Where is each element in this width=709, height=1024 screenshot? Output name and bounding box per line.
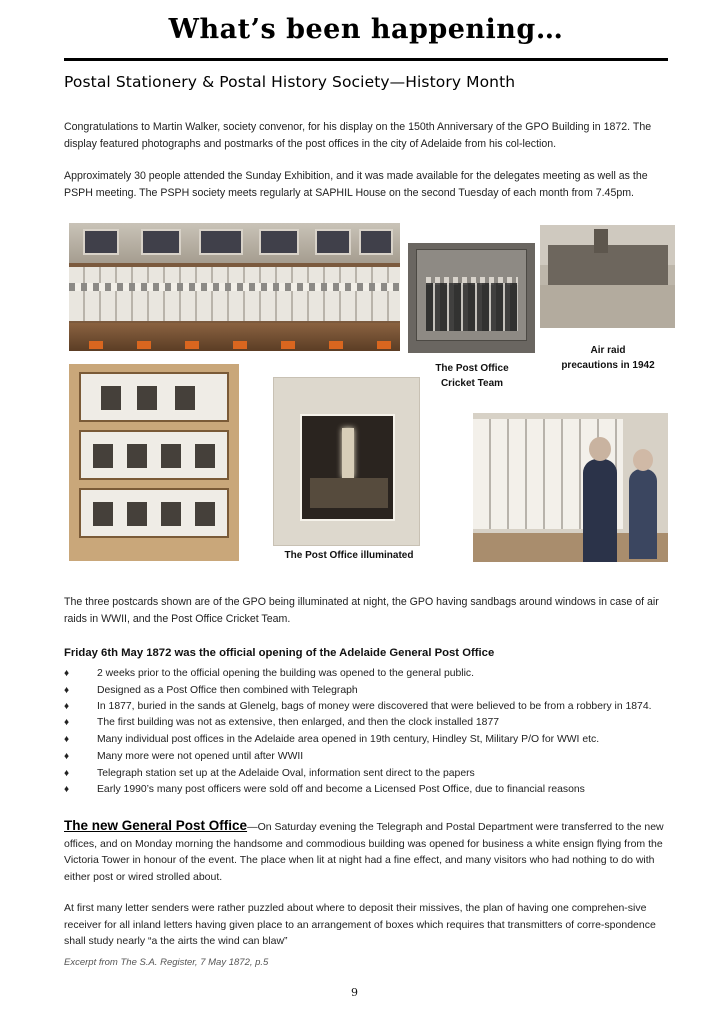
list-item: ♦ Many more were not opened until after WWII [64,749,664,766]
air-raid-caption-line-1: Air raid [590,345,626,356]
diamond-bullet-icon: ♦ [64,784,70,796]
facts-list [64,666,664,799]
list-item: ♦ Early 1990’s many post officers were sold off and become a Licensed Post Office, due to financial reasons [64,782,664,799]
cricket-team-caption [412,361,532,391]
cricket-caption-line-1: The Post Office [435,363,509,374]
diamond-bullet-icon: ♦ [64,684,70,696]
post-office-illuminated-photo [273,377,420,546]
display-boards-photo [69,364,239,561]
masthead [64,14,668,45]
list-item: ♦ Many individual post offices in the Adelaide area opened in 19th century, Hindley St, Military P/O for WWI etc. [64,732,664,749]
air-raid-photo [540,225,675,328]
gpo-article [64,818,664,950]
diamond-bullet-icon: ♦ [64,701,70,713]
section-title: Postal Stationery & Postal History Society—History Month [64,73,516,91]
list-item: ♦ In 1877, buried in the sands at Glenelg, bags of money were discovered that were believed to be from a robbery in 1874. [64,699,664,715]
visitors-viewing-photo [473,413,668,562]
gpo-paragraph-2: At first many letter senders were rather puzzled about where to deposit their missives, the plan of having one comprehen-sive receiver for all inland letters having given place to an arrangement of boxes which requires that transmitters of corre-spondence shall study nearly “a the airts the wind can blaw” [64,902,656,947]
cricket-team-photo [408,243,535,353]
illuminated-caption: The Post Office illuminated [284,550,414,561]
intro-paragraph-1: Congratulations to Martin Walker, society convenor, for his display on the 150th Anniversary of the GPO Building in 1872. The display featured photographs and postmarks of the post offices in the city of Adelaide from his col-lection. [64,121,652,150]
gpo-heading: The new General Post Office [64,818,248,833]
page-number: 9 [351,986,358,999]
cricket-caption-line-2: Cricket Team [440,378,504,389]
list-item: ♦ Designed as a Post Office then combined with Telegraph [64,683,664,700]
diamond-bullet-icon: ♦ [64,668,70,679]
diamond-bullet-icon: ♦ [64,734,70,746]
diamond-bullet-icon: ♦ [64,750,70,762]
list-item: ♦ The first building was not as extensive, then enlarged, and then the clock installed 1877 [64,715,664,732]
excerpt-citation: Excerpt from The S.A. Register, 7 May 1872, p.5 [64,957,269,968]
list-item: ♦ 2 weeks prior to the official opening the building was opened to the general public. [64,666,664,683]
intro-paragraph-2: Approximately 30 people attended the Sunday Exhibition, and it was made available for the delegates meeting as well as the PSPH meeting. The PSPH society meets regularly at SAPHIL House on the second Tuesday of each month from 7.45pm. [64,170,648,199]
masthead-title: What’s been happening… [168,14,564,45]
air-raid-caption-line-2: precautions in 1942 [561,360,655,371]
list-item: ♦ Telegraph station set up at the Adelaide Oval, information sent direct to the papers [64,766,664,783]
gpo-paragraph-1-text: On Saturday evening the Telegraph and Postal Department were transferred to the new offices, and on Monday morning the handsome and commodious building was opened for business a white ensign flying from the Victoria Tower in honour of the event. The place when lit at night had a fine effect, and many visitors who had nothing to do with either post or wired strolled about. [64,821,664,883]
diamond-bullet-icon: ♦ [64,767,70,779]
gpo-dash: — [247,821,258,833]
exhibition-hall-photo [69,223,400,351]
masthead-rule [64,58,668,61]
gpo-paragraph-1 [64,818,664,885]
postcards-paragraph: The three postcards shown are of the GPO being illuminated at night, the GPO having sandbags around windows in case of air raids in WWII, and the Post Office Cricket Team. [64,596,659,625]
diamond-bullet-icon: ♦ [64,717,70,729]
air-raid-caption [548,343,668,373]
friday-heading: Friday 6th May 1872 was the official opening of the Adelaide General Post Office [64,647,495,659]
